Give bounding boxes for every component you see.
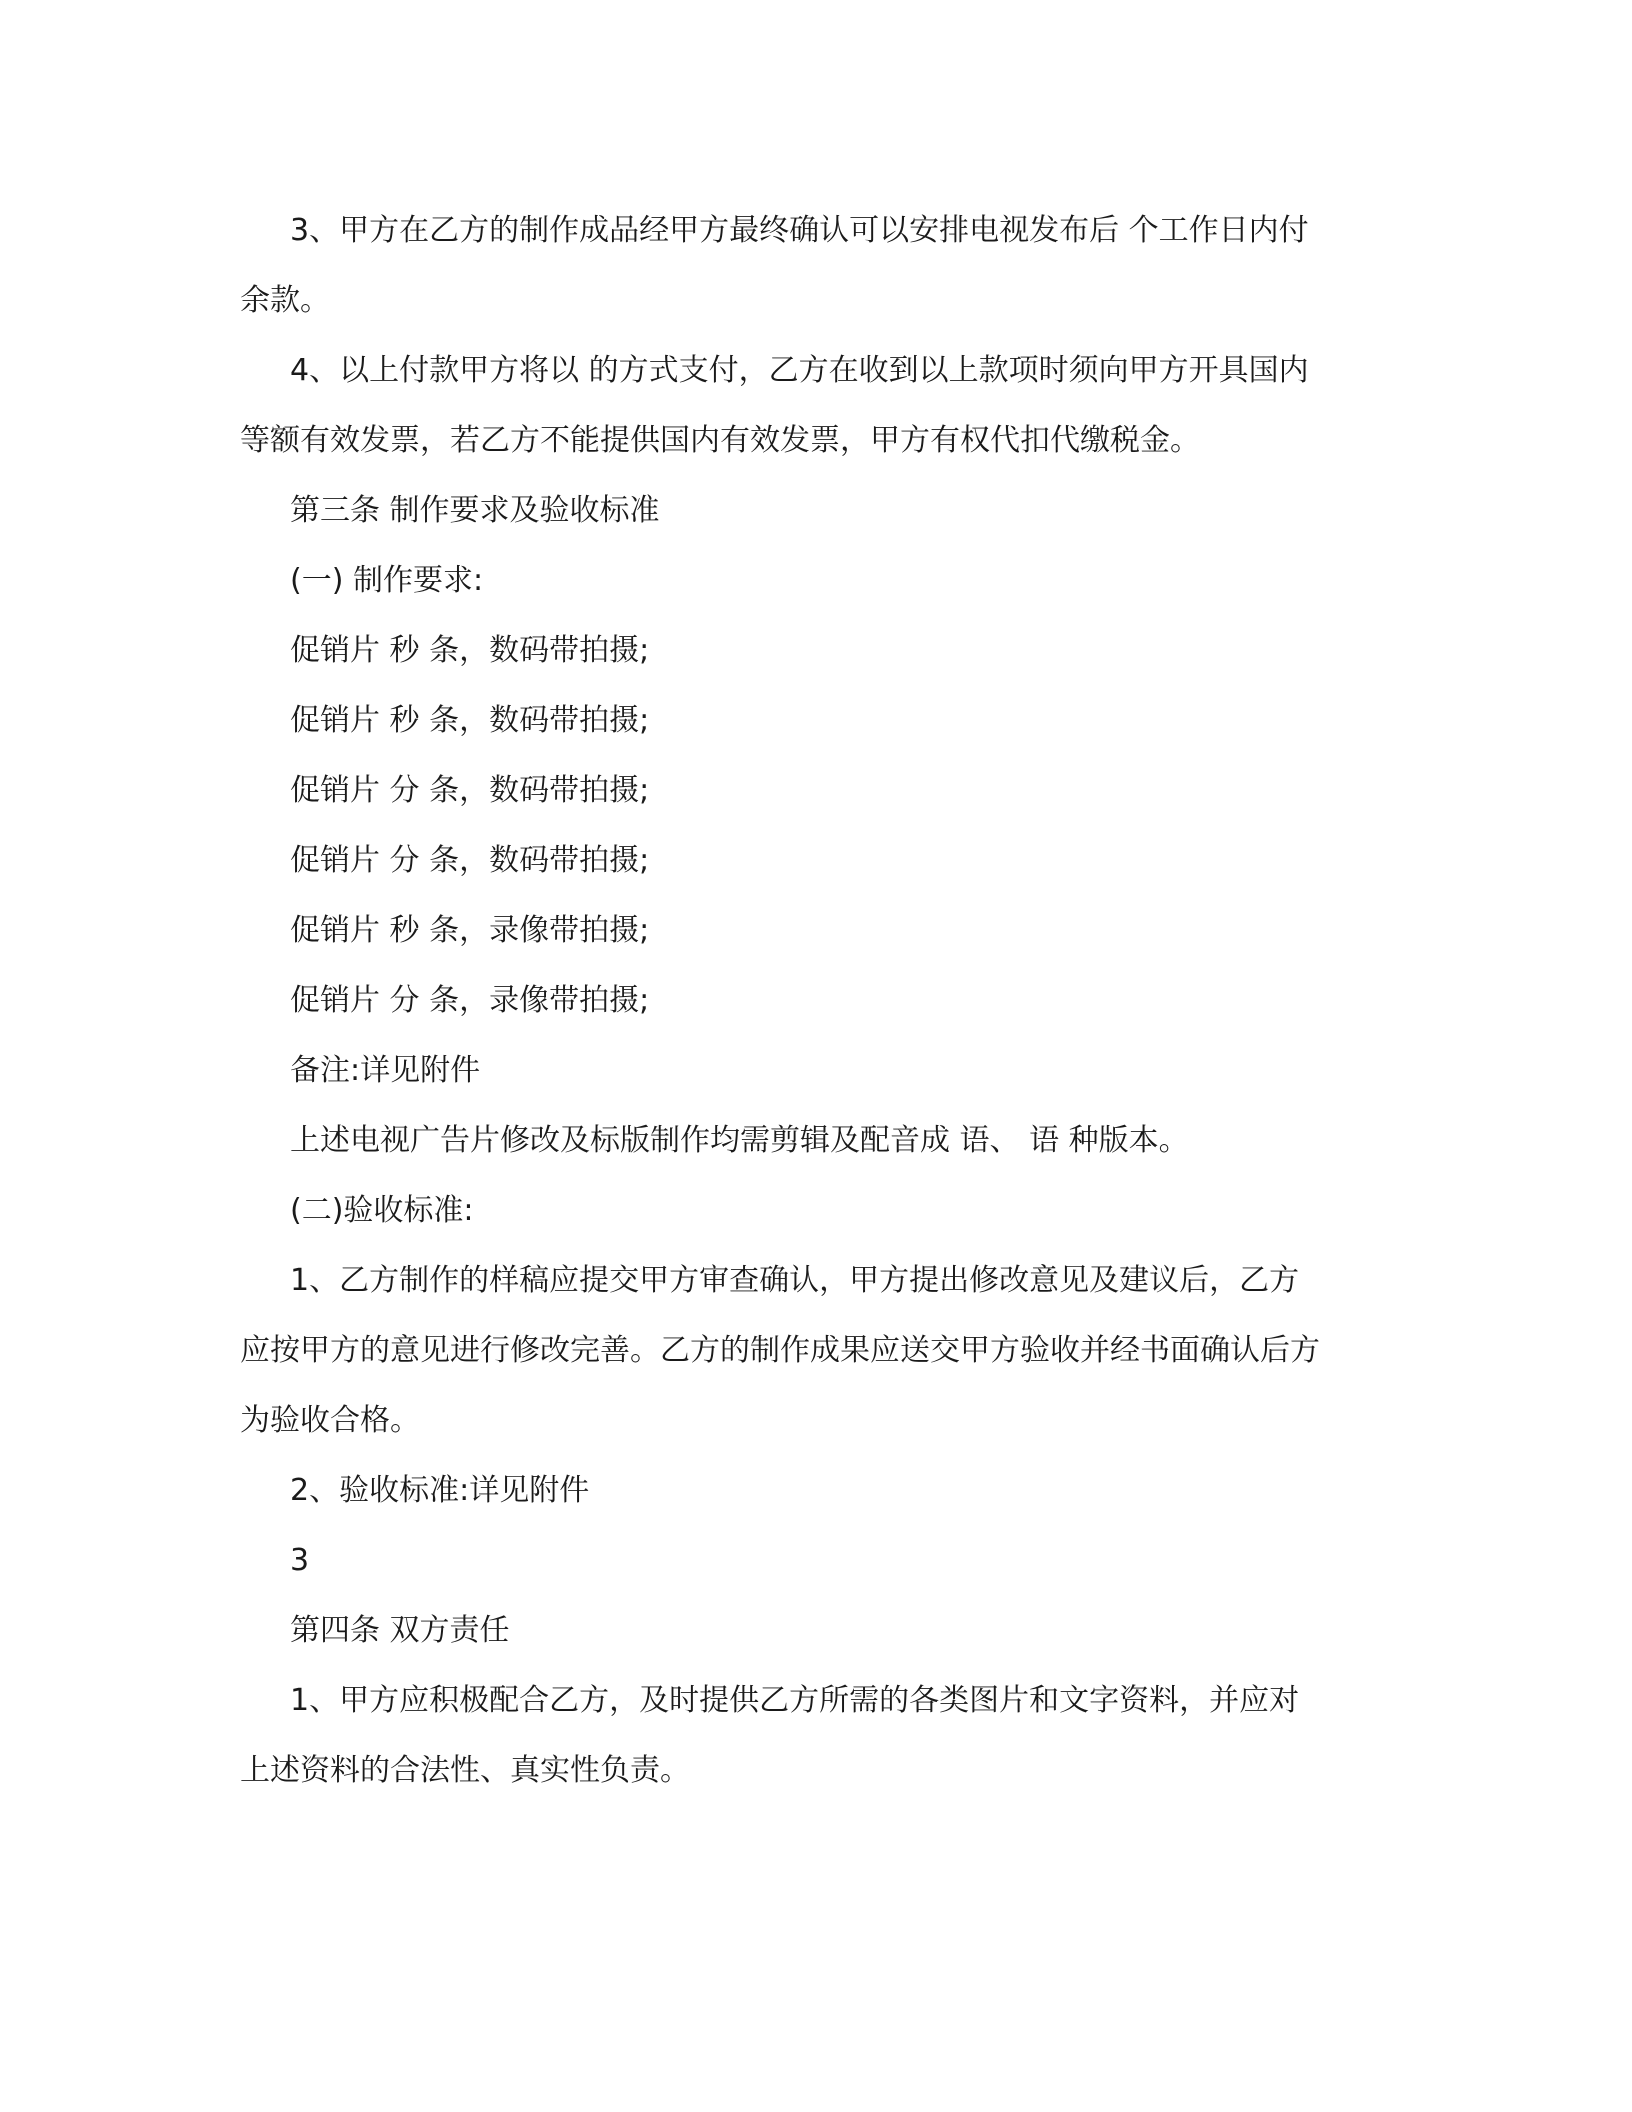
- section-heading: 第三条 制作要求及验收标准: [290, 493, 660, 528]
- paragraph-line: 上述电视广告片修改及标版制作均需剪辑及配音成 语、 语 种版本。: [290, 1123, 1189, 1158]
- page-number: 3: [290, 1543, 310, 1578]
- list-item: 促销片 秒 条，录像带拍摄;: [290, 913, 650, 948]
- paragraph-line: 1、甲方应积极配合乙方，及时提供乙方所需的各类图片和文字资料，并应对: [290, 1683, 1300, 1718]
- paragraph-line: 为验收合格。: [240, 1403, 420, 1438]
- subsection-heading: (二)验收标准:: [290, 1193, 474, 1228]
- list-item: 促销片 分 条，录像带拍摄;: [290, 983, 650, 1018]
- document-body: [240, 196, 1390, 1806]
- list-item: 促销片 秒 条，数码带拍摄;: [290, 703, 650, 738]
- note-line: 备注:详见附件: [290, 1053, 481, 1088]
- paragraph-line: 2、验收标准:详见附件: [290, 1473, 590, 1508]
- list-item: 促销片 分 条，数码带拍摄;: [290, 843, 650, 878]
- paragraph-line: 等额有效发票，若乙方不能提供国内有效发票，甲方有权代扣代缴税金。: [240, 423, 1200, 458]
- paragraph-line: 上述资料的合法性、真实性负责。: [240, 1753, 690, 1788]
- paragraph-line: 应按甲方的意见进行修改完善。乙方的制作成果应送交甲方验收并经书面确认后方: [240, 1333, 1320, 1368]
- paragraph-line: 4、以上付款甲方将以 的方式支付，乙方在收到以上款项时须向甲方开具国内: [290, 353, 1309, 388]
- paragraph-line: 余款。: [240, 283, 330, 318]
- list-item: 促销片 分 条，数码带拍摄;: [290, 773, 650, 808]
- subsection-heading: (一) 制作要求:: [290, 563, 484, 598]
- paragraph-line: 3、甲方在乙方的制作成品经甲方最终确认可以安排电视发布后 个工作日内付: [290, 213, 1309, 248]
- list-item: 促销片 秒 条，数码带拍摄;: [290, 633, 650, 668]
- paragraph-line: 1、乙方制作的样稿应提交甲方审查确认，甲方提出修改意见及建议后，乙方: [290, 1263, 1300, 1298]
- section-heading: 第四条 双方责任: [290, 1613, 510, 1648]
